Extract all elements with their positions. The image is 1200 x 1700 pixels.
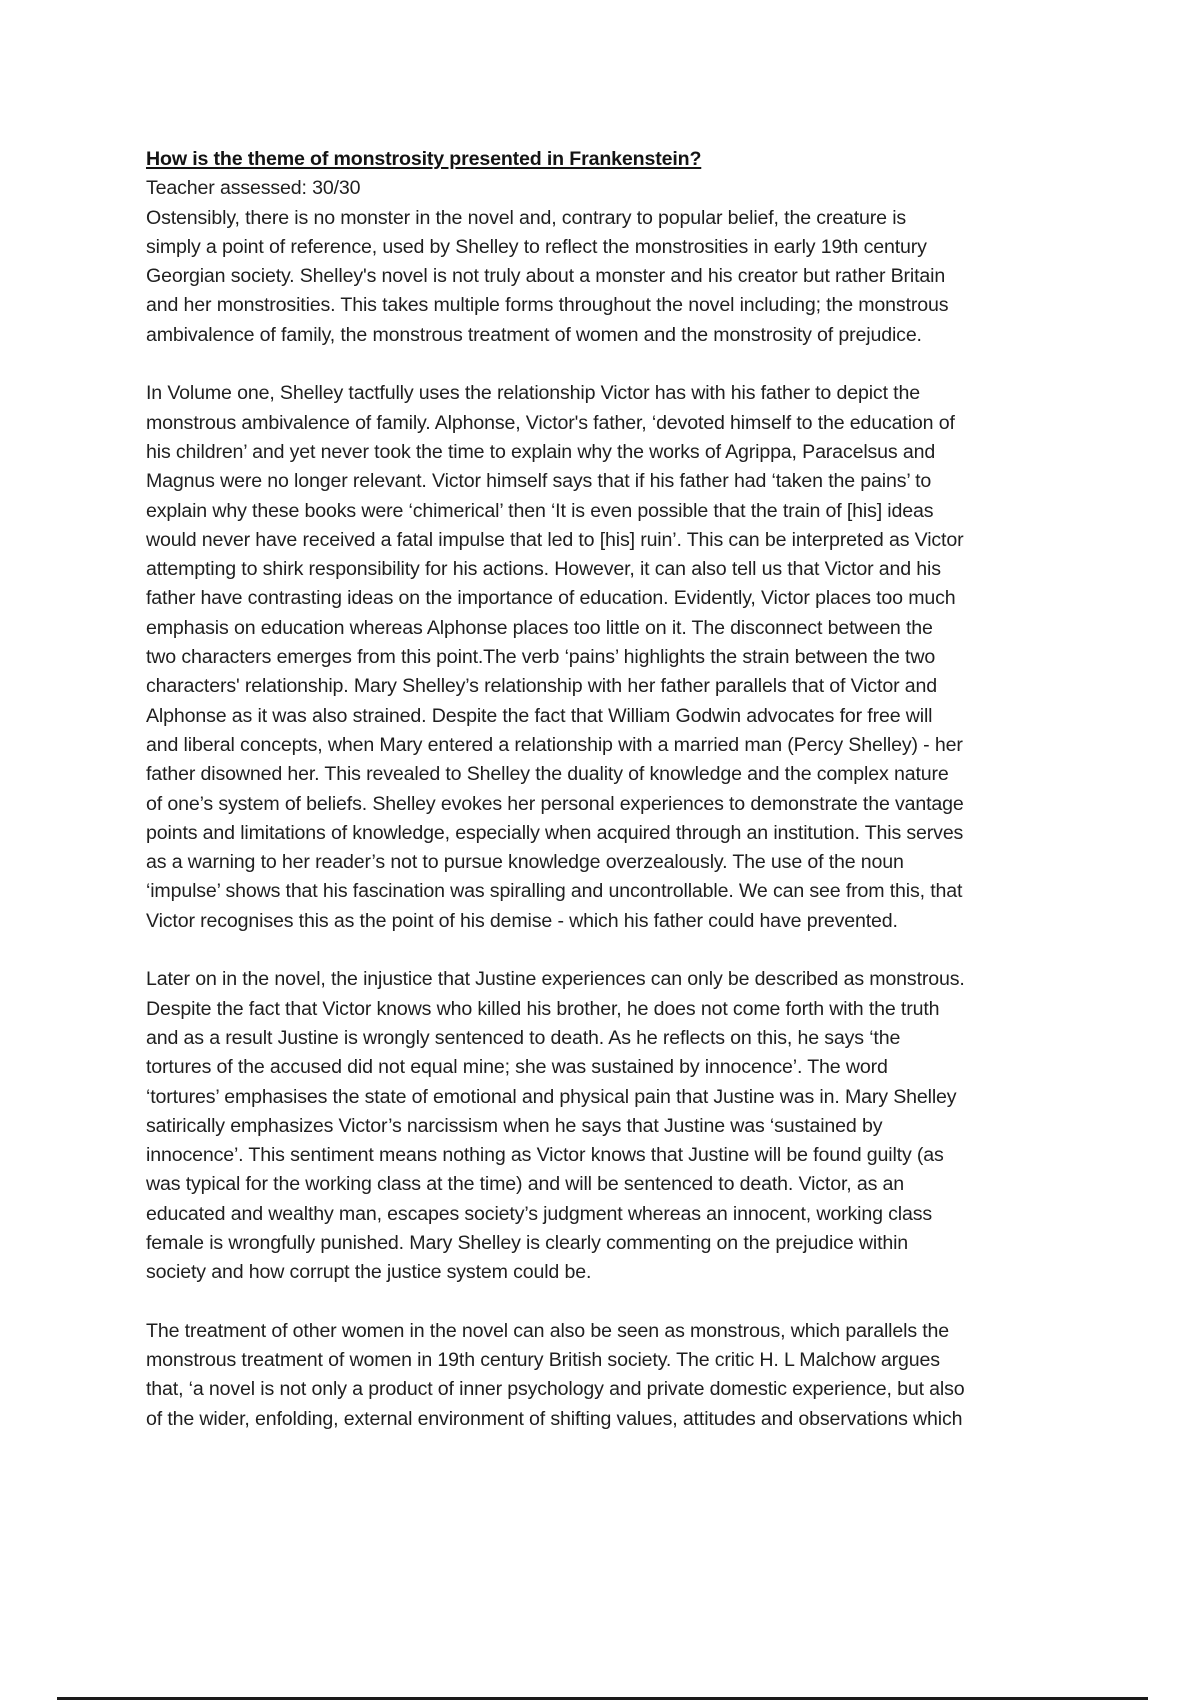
text-line: Ostensibly, there is no monster in the novel and, contrary to popular belief, the creature is — [146, 206, 907, 229]
text-line: monstrous treatment of women in 19th century British society. The critic H. L Malchow argues — [146, 1349, 940, 1372]
text-line: of the wider, enfolding, external environment of shifting values, attitudes and observations which — [146, 1407, 963, 1430]
text-line: as a warning to her reader’s not to pursue knowledge overzealously. The use of the noun — [146, 851, 904, 874]
paragraph-justine — [146, 965, 1146, 1287]
text-line: educated and wealthy man, escapes society’s judgment whereas an innocent, working class — [146, 1202, 933, 1225]
text-line: ‘tortures’ emphasises the state of emotional and physical pain that Justine was in. Mary Shelley — [146, 1085, 957, 1108]
text-line: and her monstrosities. This takes multiple forms throughout the novel including; the monstrous — [146, 294, 949, 317]
text-line: society and how corrupt the justice system could be. — [146, 1261, 592, 1284]
text-line: explain why these books were ‘chimerical’ then ‘It is even possible that the train of [his] ideas — [146, 499, 934, 522]
text-line: that, ‘a novel is not only a product of inner psychology and private domestic experience, but also — [146, 1378, 965, 1401]
text-line: characters' relationship. Mary Shelley’s relationship with her father parallels that of Victor and — [146, 675, 937, 698]
text-line: was typical for the working class at the time) and will be sentenced to death. Victor, as an — [146, 1173, 905, 1196]
text-line: father have contrasting ideas on the importance of education. Evidently, Victor places too much — [146, 587, 956, 610]
text-line: emphasis on education whereas Alphonse places too little on it. The disconnect between the — [146, 616, 933, 639]
text-line: attempting to shirk responsibility for his actions. However, it can also tell us that Victor and his — [146, 558, 941, 581]
text-line: and as a result Justine is wrongly sentenced to death. As he reflects on this, he says ‘the — [146, 1026, 901, 1049]
paragraph-intro — [146, 204, 1146, 350]
text-line: Georgian society. Shelley's novel is not truly about a monster and his creator but rather Britain — [146, 265, 946, 288]
text-line: father disowned her. This revealed to Shelley the duality of knowledge and the complex nature — [146, 763, 949, 786]
text-line: satirically emphasizes Victor’s narcissism when he says that Justine was ‘sustained by — [146, 1114, 883, 1137]
text-line: Magnus were no longer relevant. Victor himself says that if his father had ‘taken the pains’ to — [146, 470, 932, 493]
text-line: and liberal concepts, when Mary entered a relationship with a married man (Percy Shelley) - her — [146, 733, 963, 756]
text-line: simply a point of reference, used by Shelley to reflect the monstrosities in early 19th century — [146, 235, 927, 258]
text-line: female is wrongfully punished. Mary Shelley is clearly commenting on the prejudice within — [146, 1231, 909, 1254]
paragraph-family — [146, 379, 1146, 936]
text-line: would never have received a fatal impulse that led to [his] ruin’. This can be interpreted as Victor — [146, 528, 964, 551]
essay-page — [146, 145, 1146, 1434]
text-line: ‘impulse’ shows that his fascination was spiralling and uncontrollable. We can see from this, that — [146, 880, 963, 903]
text-line: of one’s system of beliefs. Shelley evokes her personal experiences to demonstrate the vantage — [146, 792, 964, 815]
text-line: The treatment of other women in the novel can also be seen as monstrous, which parallels the — [146, 1319, 950, 1342]
text-line: points and limitations of knowledge, especially when acquired through an institution. This serves — [146, 821, 964, 844]
text-line: his children’ and yet never took the time to explain why the works of Agrippa, Paracelsus and — [146, 440, 936, 463]
text-line: Victor recognises this as the point of his demise - which his father could have prevented. — [146, 909, 898, 932]
text-line: monstrous ambivalence of family. Alphonse, Victor's father, ‘devoted himself to the education of — [146, 411, 955, 434]
text-line: Alphonse as it was also strained. Despite the fact that William Godwin advocates for free will — [146, 704, 933, 727]
text-line: innocence’. This sentiment means nothing as Victor knows that Justine will be found guilty (as — [146, 1144, 944, 1167]
text-line: Later on in the novel, the injustice that Justine experiences can only be described as monstrous. — [146, 968, 965, 991]
text-line: ambivalence of family, the monstrous treatment of women and the monstrosity of prejudice. — [146, 323, 922, 346]
text-line: tortures of the accused did not equal mine; she was sustained by innocence’. The word — [146, 1056, 888, 1079]
essay-title: How is the theme of monstrosity presented in Frankenstein? — [146, 148, 702, 170]
text-line: Despite the fact that Victor knows who killed his brother, he does not come forth with the truth — [146, 997, 940, 1020]
paragraph-women — [146, 1317, 1146, 1434]
text-line: two characters emerges from this point.The verb ‘pains’ highlights the strain between the two — [146, 646, 936, 669]
text-line: In Volume one, Shelley tactfully uses the relationship Victor has with his father to depict the — [146, 382, 920, 405]
assessment-note: Teacher assessed: 30/30 — [146, 177, 361, 200]
